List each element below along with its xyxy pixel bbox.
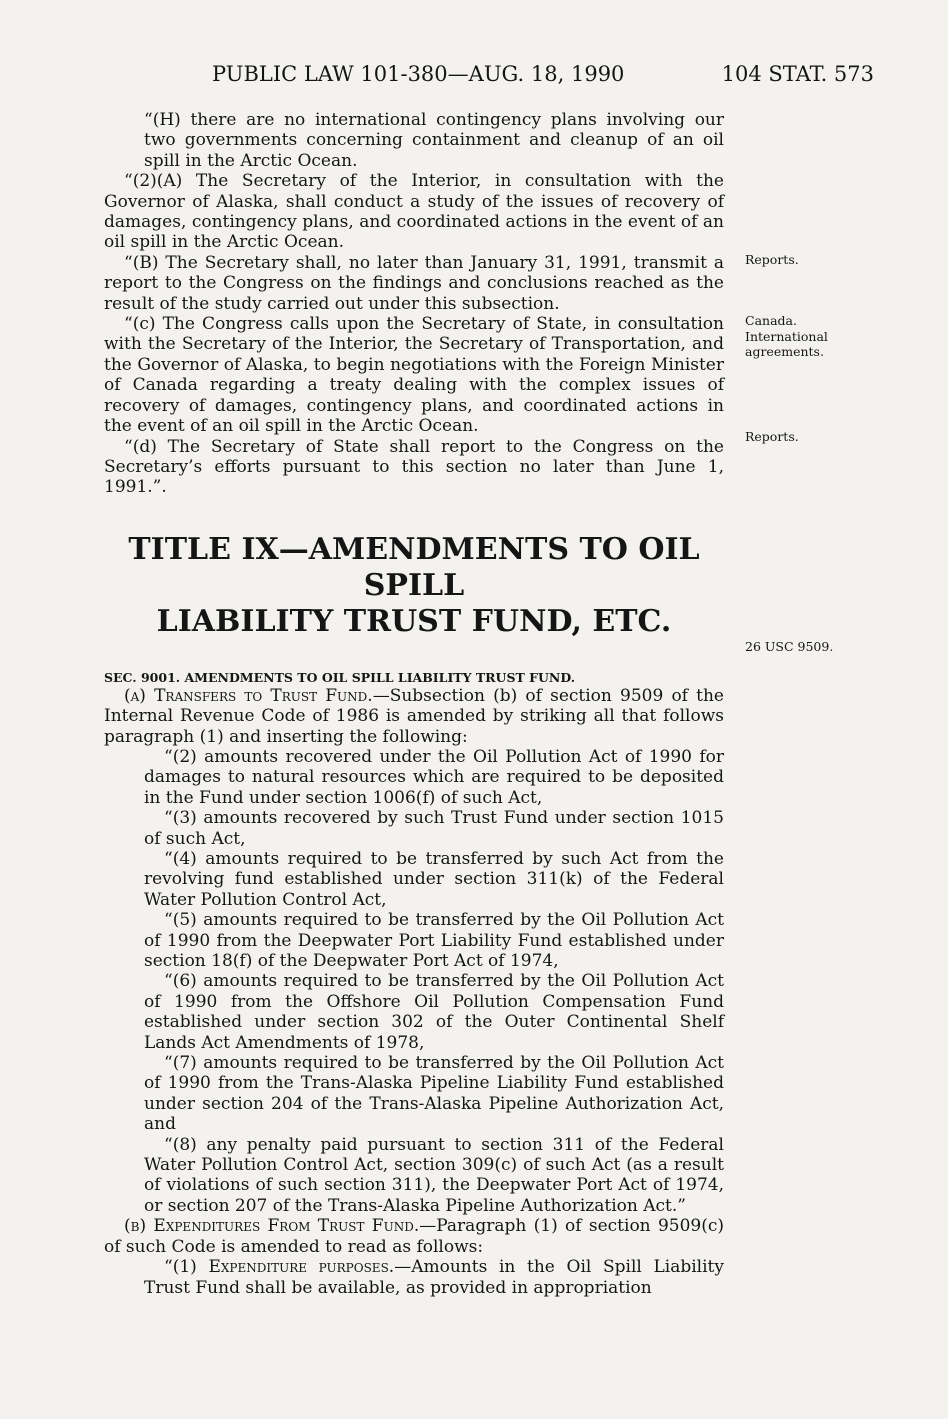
paragraph-c: “(c) The Congress calls upon the Secretary of State, in consultation with the Secretary of the Interior, the Secretary of Transportation, and the Governor of Alaska, to begin negotiations with the Foreign Minister of Canada regarding a treaty dealing with the complex issues of recovery of damages, contingency plans, and coordinated actions in the event of an oil spill in the Arctic Ocean. [104,314,724,437]
item-expenditure-purposes [104,1257,724,1298]
paragraph-d: “(d) The Secretary of State shall report to the Congress on the Secretary’s efforts pursuant to this section no later than June 1, 1991.”. [104,436,724,498]
margin-note-reports-2: Reports. [745,429,799,444]
subsection-a [104,686,724,747]
subsection-b [104,1216,724,1257]
subsection-a-text: —Subsection (b) of section 9509 of the Internal Revenue Code of 1986 is amended by striking all that follows paragraph (1) and inserting the following: [104,685,724,747]
item-8: “(8) any penalty paid pursuant to section 311 of the Federal Water Pollution Control Act, section 309(c) of such Act (as a result of violations of such section 311), the Deepwater Port Act of 1974, or section 207 of the Trans-Alaska Pipeline Authorization Act.” [144,1134,724,1216]
subsection-a-heading: (a) Transfers to Trust Fund. [124,685,373,706]
section-heading: SEC. 9001. AMENDMENTS TO OIL SPILL LIABILITY TRUST FUND. [104,669,576,685]
item-6: “(6) amounts required to be transferred by the Oil Pollution Act of 1990 from the Offshore Oil Pollution Compensation Fund established under section 302 of the Outer Continental Shelf Lands Act Amendments of 1978, [144,971,724,1053]
item-3: “(3) amounts recovered by such Trust Fund under section 1015 of such Act, [144,808,724,849]
title-line-2: LIABILITY TRUST FUND, ETC. [156,603,672,639]
paragraph-h: “(H) there are no international contingency plans involving our two governments concerning containment and cleanup of an oil spill in the Arctic Ocean. [144,110,724,171]
expenditure-heading: “(1) Expenditure purposes. [164,1257,395,1278]
title-heading [104,532,724,640]
subsection-b-heading: (b) Expenditures From Trust Fund. [124,1216,420,1237]
margin-note-usc: 26 USC 9509. [745,639,834,654]
document-body [104,110,724,1298]
paragraph-2b: “(B) The Secretary shall, no later than January 31, 1991, transmit a report to the Congress on the findings and conclusions reached as the result of the study carried out under this subsection. [104,252,724,314]
header-public-law: PUBLIC LAW 101-380—AUG. 18, 1990 [212,62,625,86]
title-line-1: TITLE IX—AMENDMENTS TO OIL SPILL [128,531,700,603]
item-4: “(4) amounts required to be transferred by such Act from the revolving fund established under section 311(k) of the Federal Water Pollution Control Act, [144,848,724,910]
paragraph-2a: “(2)(A) The Secretary of the Interior, in consultation with the Governor of Alaska, shall conduct a study of the issues of recovery of damages, contingency plans, and coordinated actions in the event of an oil spill in the Arctic Ocean. [104,171,724,253]
item-2: “(2) amounts recovered under the Oil Pollution Act of 1990 for damages to natural resources which are required to be deposited in the Fund under section 1006(f) of such Act, [144,746,724,808]
header-stat-page: 104 STAT. 573 [721,62,874,86]
subsection-b-text: —Paragraph (1) of section 9509(c) of such Code is amended to read as follows: [104,1216,724,1257]
margin-note-canada: Canada. [745,313,797,328]
item-5: “(5) amounts required to be transferred by the Oil Pollution Act of 1990 from the Deepwater Port Liability Fund established under section 18(f) of the Deepwater Port Act of 1974, [144,910,724,971]
margin-note-reports: Reports. [745,252,799,267]
margin-note-international-agreements: International agreements. [745,329,828,359]
expenditure-text: —Amounts in the Oil Spill Liability Trust Fund shall be available, as provided in appropriation [144,1257,724,1298]
item-7: “(7) amounts required to be transferred by the Oil Pollution Act of 1990 from the Trans-Alaska Pipeline Liability Fund established under section 204 of the Trans-Alaska Pipeline Authorization Act, and [144,1053,724,1135]
